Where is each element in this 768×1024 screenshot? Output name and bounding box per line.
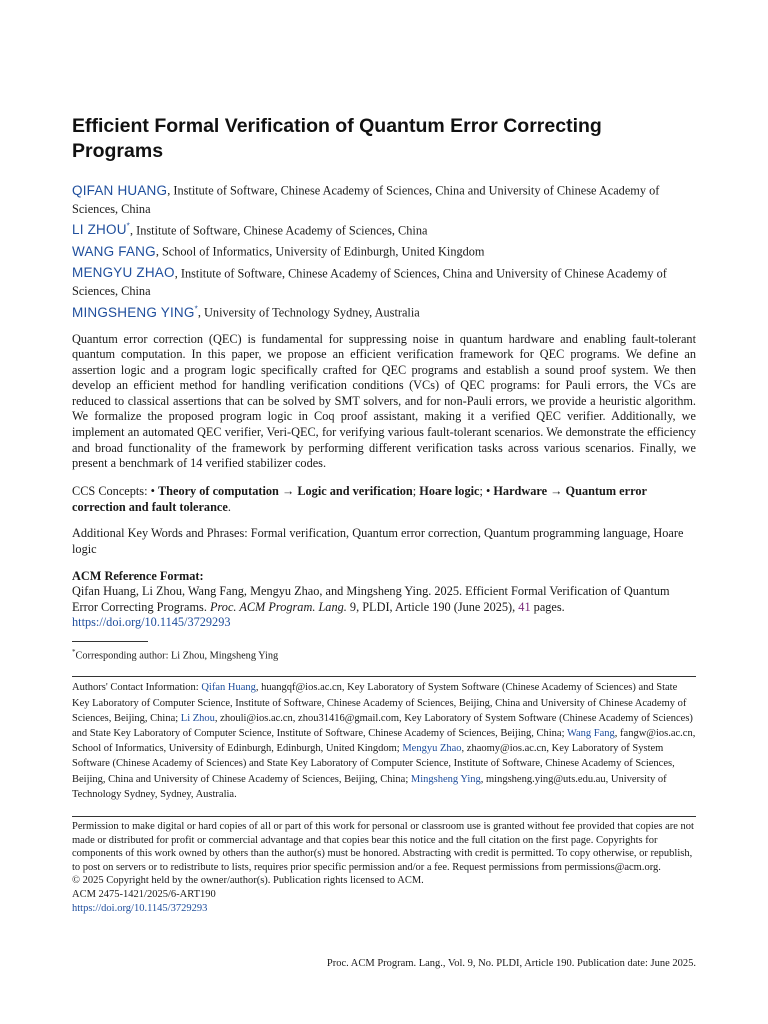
author-entry xyxy=(72,178,696,218)
author-affiliation: , Institute of Software, Chinese Academy of Sciences, China xyxy=(129,223,428,237)
footnote-divider xyxy=(72,641,148,642)
ccs-concept: Hoare logic xyxy=(419,484,480,499)
author-name[interactable]: MINGSHENG YING* xyxy=(72,304,198,320)
author-name[interactable]: MENGYU ZHAO xyxy=(72,265,175,280)
author-name[interactable]: LI ZHOU* xyxy=(72,221,130,237)
corresponding-author-note: *Corresponding author: Li Zhou, Mingsheng Ying xyxy=(72,647,279,662)
copyright-notice: © 2025 Copyright held by the owner/author(s). Publication rights licensed to ACM. xyxy=(72,875,424,887)
reference-format: Qifan Huang, Li Zhou, Wang Fang, Mengyu Zhao, and Mingsheng Ying. 2025. Efficient Formal Verification of Quantum Error Correcting Programs. Proc. ACM Program. Lang. 9, PLDI, Article 190 (June 2025), 41 pages. https://doi.org/10.1145/3729293 xyxy=(72,584,670,630)
author-entry xyxy=(72,218,696,240)
author-entry xyxy=(72,239,696,261)
ccs-concept: Theory of computation → Logic and verification xyxy=(157,484,413,499)
keywords: Additional Key Words and Phrases: Formal verification, Quantum error correction, Quantum programming language, Hoare logic xyxy=(72,526,684,556)
author-affiliation: , School of Informatics, University of Edinburgh, United Kingdom xyxy=(155,244,485,259)
author-link[interactable]: Mingsheng Ying xyxy=(410,773,481,785)
author-link[interactable]: Li Zhou xyxy=(180,712,215,724)
abstract: Quantum error correction (QEC) is fundamental for suppressing noise in quantum hardware and enabling fault-tolerant quantum computation. In this paper, we propose an efficient verification framework for QEC programs. We define an assertion logic and a program logic specifically crafted for QEC programs and establish a sound proof system. We then develop an efficient method for handling verification conditions (VCs) of QEC programs: for Pauli errors, the VCs are reduced to classical assertions that can be solved by SMT solvers, and for non-Pauli errors, we provide a heuristic algorithm. We formalize the proposed program logic in Coq proof assistant, making it a verified QEC verifier. Additionally, we implement an automated QEC verifier, Veri-QEC, for verifying various fault-tolerant scenarios. We demonstrate the efficiency and broad functionality of the framework by performing different verification tasks across various scenarios. Finally, we present a benchmark of 14 verified stabilizer codes. xyxy=(72,331,696,471)
author-affiliation: , University of Technology Sydney, Australia xyxy=(197,305,420,320)
author-name[interactable]: QIFAN HUANG xyxy=(72,182,168,198)
footer-doi-link[interactable]: https://doi.org/10.1145/3729293 xyxy=(72,902,208,914)
author-name[interactable]: WANG FANG xyxy=(72,243,156,259)
author-affiliation: , Institute of Software, Chinese Academy of Sciences, China and University of Chinese Academy of Sciences, China xyxy=(72,183,660,216)
running-footer: Proc. ACM Program. Lang., Vol. 9, No. PLDI, Article 190. Publication date: June 2025. xyxy=(326,958,696,969)
page-count-link[interactable]: 41 xyxy=(518,599,531,614)
paper-title: Efficient Formal Verification of Quantum Error Correcting Programs xyxy=(72,115,602,162)
reference-format-heading: ACM Reference Format: xyxy=(72,568,204,583)
doi-link[interactable]: https://doi.org/10.1145/3729293 xyxy=(72,615,231,630)
permission-notice: Permission to make digital or hard copies of all or part of this work for personal or classroom use is granted without fee provided that copies are not made or distributed for profit or commercial advantage and that copies bear this notice and the full citation on the first page. Copyrights for components of this work owned by others than the author(s) must be honored. Abstracting with credit is permitted. To copy otherwise, or republish, to post on servers or to redistribute to lists, requires prior specific permission and/or a fee. Request permissions from permissions@acm.org. xyxy=(72,816,696,874)
author-link[interactable]: Qifan Huang xyxy=(201,682,256,694)
author-link[interactable]: Mengyu Zhao xyxy=(402,743,462,755)
ccs-concepts: CCS Concepts: • Theory of computation → Logic and verification; Hoare logic; • Hardware → Quantum error correction and fault tolerance. xyxy=(72,484,647,514)
ccs-concept: Hardware → Quantum error correction and fault tolerance xyxy=(72,484,647,514)
acm-identifier: ACM 2475-1421/2025/6-ART190 xyxy=(72,888,216,900)
front-matter xyxy=(72,114,696,915)
author-affiliation: , Institute of Software, Chinese Academy of Sciences, China and University of Chinese Academy of Sciences, China xyxy=(72,266,667,298)
author-list xyxy=(72,178,696,322)
author-entry xyxy=(72,300,696,322)
author-entry xyxy=(72,261,696,301)
journal-name: Proc. ACM Program. Lang. xyxy=(209,599,347,614)
contact-information: Authors' Contact Information: Qifan Huang, huangqf@ios.ac.cn, Key Laboratory of System Software (Chinese Academy of Sciences) and State Key Laboratory of Computer Science, Institute of Software, Chinese Academy of Sciences, Beijing, China and University of Chinese Academy of Sciences, Beijing, China; Li Zhou, zhouli@ios.ac.cn, zhou31416@gmail.com, Key Laboratory of System Software (Chinese Academy of Sciences) and State Key Laboratory of Computer Science, Institute of Software, Chinese Academy of Sciences, Beijing, China; Wang Fang, fangw@ios.ac.cn, School of Informatics, University of Edinburgh, Edinburgh, United Kingdom; Mengyu Zhao, zhaomy@ios.ac.cn, Key Laboratory of System Software (Chinese Academy of Sciences) and State Key Laboratory of Computer Science, Institute of Software, Chinese Academy of Sciences, Beijing, China and University of Chinese Academy of Sciences, Beijing, China; Mingsheng Ying, mingsheng.ying@uts.edu.au, University of Technology Sydney, Sydney, Australia. xyxy=(72,676,696,802)
author-link[interactable]: Wang Fang xyxy=(566,727,615,739)
